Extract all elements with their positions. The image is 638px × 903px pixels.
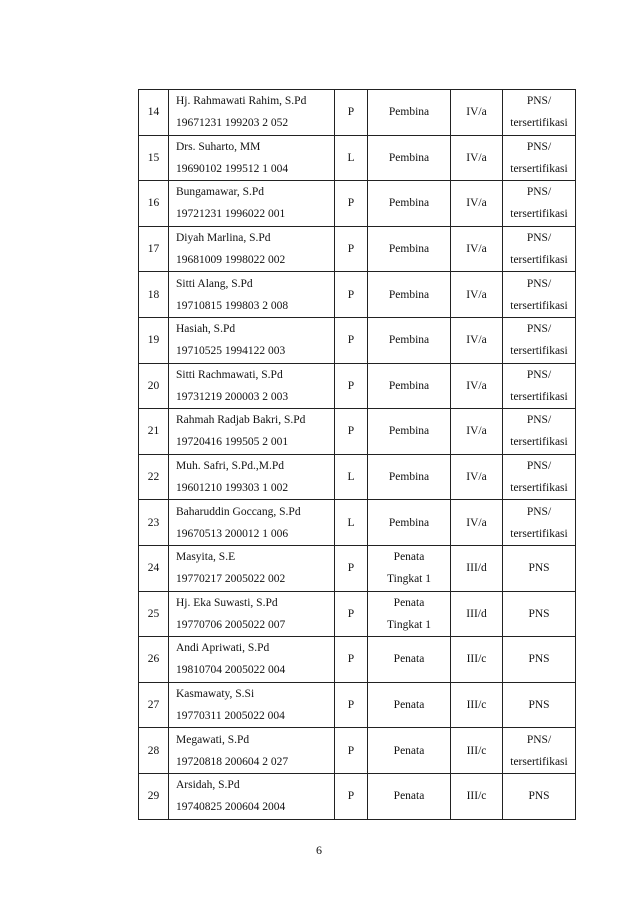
- employee-name: Hj. Eka Suwasti, S.Pd: [176, 596, 278, 609]
- employee-name: Baharuddin Goccang, S.Pd: [176, 505, 301, 518]
- employee-rank: Penata: [393, 790, 425, 803]
- name-nip-cell: [169, 363, 335, 409]
- employee-grade: IV/a: [466, 243, 487, 256]
- rank-cell: [368, 90, 451, 136]
- status-cell: [503, 272, 576, 318]
- row-number-cell: [139, 545, 169, 591]
- employee-nip: 19710525 1994122 003: [176, 345, 286, 358]
- employee-gender: P: [347, 288, 355, 301]
- employee-rank: Tingkat 1: [387, 573, 431, 586]
- gender-cell: [335, 500, 368, 546]
- rank-cell: [368, 500, 451, 546]
- gender-cell: [335, 135, 368, 181]
- employee-name: Sitti Rachmawati, S.Pd: [176, 368, 283, 381]
- employee-nip: 19731219 200003 2 003: [176, 390, 289, 403]
- rank-cell: [368, 409, 451, 455]
- employee-grade: IV/a: [466, 151, 487, 164]
- employee-nip: 19690102 199512 1 004: [176, 162, 289, 175]
- employee-rank: Pembina: [388, 197, 430, 210]
- employee-rank: Pembina: [388, 425, 430, 438]
- gender-cell: [335, 545, 368, 591]
- grade-cell: [451, 363, 503, 409]
- employee-name: Hj. Rahmawati Rahim, S.Pd: [176, 95, 307, 108]
- rank-cell: [368, 317, 451, 363]
- employee-status: tersertifikasi: [510, 117, 568, 130]
- table-row: [139, 454, 576, 500]
- name-nip-cell: [169, 272, 335, 318]
- name-nip-cell: [169, 637, 335, 683]
- grade-cell: [451, 135, 503, 181]
- employee-grade: III/c: [466, 744, 487, 757]
- table-row: [139, 545, 576, 591]
- name-nip-cell: [169, 90, 335, 136]
- employee-grade: IV/a: [466, 425, 487, 438]
- row-number: 24: [147, 562, 160, 575]
- status-cell: [503, 409, 576, 455]
- page-number: 6: [316, 843, 322, 857]
- table-row: [139, 728, 576, 774]
- name-nip-cell: [169, 682, 335, 728]
- employee-nip: 19770706 2005022 007: [176, 618, 286, 631]
- status-cell: [503, 500, 576, 546]
- status-cell: [503, 682, 576, 728]
- employee-name: Hasiah, S.Pd: [176, 323, 236, 336]
- grade-cell: [451, 317, 503, 363]
- row-number-cell: [139, 409, 169, 455]
- employee-status: PNS: [528, 562, 550, 575]
- row-number: 27: [147, 699, 160, 712]
- rank-cell: [368, 728, 451, 774]
- gender-cell: [335, 637, 368, 683]
- status-cell: [503, 637, 576, 683]
- row-number: 17: [147, 243, 160, 256]
- grade-cell: [451, 181, 503, 227]
- gender-cell: [335, 773, 368, 819]
- employee-nip: 19670513 200012 1 006: [176, 527, 289, 540]
- rank-cell: [368, 181, 451, 227]
- grade-cell: [451, 500, 503, 546]
- employee-status: PNS/: [526, 414, 552, 427]
- row-number: 21: [147, 425, 160, 438]
- employee-status: tersertifikasi: [510, 208, 568, 221]
- employee-status: tersertifikasi: [510, 527, 568, 540]
- employee-name: Arsidah, S.Pd: [176, 779, 240, 792]
- row-number-cell: [139, 637, 169, 683]
- employee-rank: Penata: [393, 653, 425, 666]
- employee-status: tersertifikasi: [510, 254, 568, 267]
- employee-grade: IV/a: [466, 471, 487, 484]
- row-number-cell: [139, 181, 169, 227]
- employee-grade: IV/a: [466, 334, 487, 347]
- employee-nip: 19681009 1998022 002: [176, 254, 286, 267]
- name-nip-cell: [169, 773, 335, 819]
- employee-rank: Penata: [393, 699, 425, 712]
- name-nip-cell: [169, 454, 335, 500]
- employee-name: Diyah Marlina, S.Pd: [176, 232, 271, 245]
- rank-cell: [368, 272, 451, 318]
- employee-gender: P: [347, 699, 355, 712]
- employee-gender: P: [347, 334, 355, 347]
- employee-grade: III/d: [466, 562, 487, 575]
- employee-nip: 19721231 1996022 001: [176, 208, 286, 221]
- employee-gender: P: [347, 106, 355, 119]
- grade-cell: [451, 272, 503, 318]
- employee-grade: III/c: [466, 653, 487, 666]
- row-number: 15: [147, 151, 160, 164]
- employee-name: Andi Apriwati, S.Pd: [176, 642, 270, 655]
- employee-rank: Pembina: [388, 243, 430, 256]
- gender-cell: [335, 363, 368, 409]
- grade-cell: [451, 728, 503, 774]
- employee-status: tersertifikasi: [510, 299, 568, 312]
- employee-grade: IV/a: [466, 288, 487, 301]
- staff-table: [138, 89, 576, 820]
- grade-cell: [451, 545, 503, 591]
- status-cell: [503, 591, 576, 637]
- employee-status: PNS/: [526, 140, 552, 153]
- employee-gender: P: [347, 243, 355, 256]
- employee-status: tersertifikasi: [510, 755, 568, 768]
- grade-cell: [451, 637, 503, 683]
- gender-cell: [335, 272, 368, 318]
- employee-rank: Pembina: [388, 288, 430, 301]
- table-row: [139, 135, 576, 181]
- row-number: 14: [147, 106, 160, 119]
- row-number: 20: [147, 379, 160, 392]
- employee-status: PNS: [528, 653, 550, 666]
- employee-gender: P: [347, 379, 355, 392]
- status-cell: [503, 545, 576, 591]
- employee-gender: P: [347, 562, 355, 575]
- rank-cell: [368, 682, 451, 728]
- rank-cell: [368, 545, 451, 591]
- rank-cell: [368, 226, 451, 272]
- employee-grade: IV/a: [466, 516, 487, 529]
- table-row: [139, 363, 576, 409]
- grade-cell: [451, 226, 503, 272]
- employee-name: Masyita, S.E: [176, 551, 236, 564]
- employee-status: tersertifikasi: [510, 345, 568, 358]
- gender-cell: [335, 226, 368, 272]
- employee-rank: Pembina: [388, 106, 430, 119]
- row-number: 19: [147, 334, 160, 347]
- gender-cell: [335, 317, 368, 363]
- row-number-cell: [139, 500, 169, 546]
- status-cell: [503, 454, 576, 500]
- employee-gender: P: [347, 653, 355, 666]
- name-nip-cell: [169, 545, 335, 591]
- name-nip-cell: [169, 728, 335, 774]
- employee-rank: Penata: [393, 744, 425, 757]
- employee-nip: 19770217 2005022 002: [176, 573, 286, 586]
- grade-cell: [451, 773, 503, 819]
- table-row: [139, 90, 576, 136]
- employee-name: Sitti Alang, S.Pd: [176, 277, 253, 290]
- row-number-cell: [139, 363, 169, 409]
- row-number: 25: [147, 607, 160, 620]
- employee-status: PNS/: [526, 232, 552, 245]
- row-number-cell: [139, 135, 169, 181]
- status-cell: [503, 773, 576, 819]
- gender-cell: [335, 409, 368, 455]
- rank-cell: [368, 773, 451, 819]
- table-row: [139, 500, 576, 546]
- rank-cell: [368, 363, 451, 409]
- employee-status: tersertifikasi: [510, 436, 568, 449]
- row-number-cell: [139, 773, 169, 819]
- employee-grade: III/c: [466, 699, 487, 712]
- gender-cell: [335, 728, 368, 774]
- employee-status: PNS/: [526, 368, 552, 381]
- employee-status: PNS/: [526, 323, 552, 336]
- employee-rank: Penata: [393, 596, 425, 609]
- employee-gender: P: [347, 197, 355, 210]
- employee-name: Bungamawar, S.Pd: [176, 186, 265, 199]
- employee-gender: P: [347, 425, 355, 438]
- employee-gender: P: [347, 744, 355, 757]
- employee-status: PNS/: [526, 186, 552, 199]
- table-row: [139, 773, 576, 819]
- employee-grade: III/d: [466, 607, 487, 620]
- row-number: 18: [147, 288, 160, 301]
- employee-status: PNS/: [526, 733, 552, 746]
- table-row: [139, 409, 576, 455]
- table-row: [139, 682, 576, 728]
- employee-status: PNS: [528, 699, 550, 712]
- name-nip-cell: [169, 409, 335, 455]
- gender-cell: [335, 454, 368, 500]
- row-number: 16: [147, 197, 160, 210]
- employee-grade: IV/a: [466, 106, 487, 119]
- table-row: [139, 637, 576, 683]
- row-number-cell: [139, 728, 169, 774]
- employee-gender: P: [347, 607, 355, 620]
- employee-status: tersertifikasi: [510, 390, 568, 403]
- status-cell: [503, 363, 576, 409]
- name-nip-cell: [169, 181, 335, 227]
- employee-gender: L: [347, 471, 355, 484]
- row-number: 29: [147, 790, 160, 803]
- status-cell: [503, 226, 576, 272]
- employee-rank: Pembina: [388, 516, 430, 529]
- employee-rank: Penata: [393, 551, 425, 564]
- name-nip-cell: [169, 317, 335, 363]
- gender-cell: [335, 90, 368, 136]
- name-nip-cell: [169, 591, 335, 637]
- employee-nip: 19720818 200604 2 027: [176, 755, 289, 768]
- grade-cell: [451, 90, 503, 136]
- table-row: [139, 591, 576, 637]
- row-number-cell: [139, 90, 169, 136]
- row-number-cell: [139, 226, 169, 272]
- employee-nip: 19720416 199505 2 001: [176, 436, 289, 449]
- name-nip-cell: [169, 226, 335, 272]
- employee-rank: Pembina: [388, 471, 430, 484]
- row-number-cell: [139, 272, 169, 318]
- table-row: [139, 272, 576, 318]
- staff-table-body: [139, 90, 576, 820]
- employee-grade: IV/a: [466, 379, 487, 392]
- rank-cell: [368, 637, 451, 683]
- row-number: 28: [147, 744, 160, 757]
- employee-status: tersertifikasi: [510, 482, 568, 495]
- employee-grade: III/c: [466, 790, 487, 803]
- status-cell: [503, 728, 576, 774]
- employee-name: Kasmawaty, S.Si: [176, 688, 255, 701]
- row-number: 22: [147, 471, 160, 484]
- table-row: [139, 317, 576, 363]
- employee-status: PNS: [528, 790, 550, 803]
- employee-name: Drs. Suharto, MM: [176, 140, 261, 153]
- employee-nip: 19770311 2005022 004: [176, 710, 285, 723]
- name-nip-cell: [169, 500, 335, 546]
- employee-nip: 19671231 199203 2 052: [176, 117, 289, 130]
- employee-gender: L: [347, 516, 355, 529]
- employee-status: PNS/: [526, 505, 552, 518]
- status-cell: [503, 135, 576, 181]
- status-cell: [503, 181, 576, 227]
- employee-name: Rahmah Radjab Bakri, S.Pd: [176, 414, 306, 427]
- table-row: [139, 181, 576, 227]
- status-cell: [503, 90, 576, 136]
- employee-grade: IV/a: [466, 197, 487, 210]
- employee-nip: 19710815 199803 2 008: [176, 299, 289, 312]
- employee-nip: 19810704 2005022 004: [176, 664, 286, 677]
- employee-name: Muh. Safri, S.Pd.,M.Pd: [176, 460, 284, 473]
- gender-cell: [335, 682, 368, 728]
- employee-status: PNS/: [526, 277, 552, 290]
- row-number-cell: [139, 454, 169, 500]
- employee-rank: Tingkat 1: [387, 618, 431, 631]
- gender-cell: [335, 591, 368, 637]
- employee-rank: Pembina: [388, 379, 430, 392]
- rank-cell: [368, 135, 451, 181]
- employee-rank: Pembina: [388, 151, 430, 164]
- grade-cell: [451, 682, 503, 728]
- table-row: [139, 226, 576, 272]
- employee-nip: 19740825 200604 2004: [176, 801, 286, 814]
- rank-cell: [368, 454, 451, 500]
- grade-cell: [451, 591, 503, 637]
- employee-status: tersertifikasi: [510, 162, 568, 175]
- employee-nip: 19601210 199303 1 002: [176, 482, 289, 495]
- employee-status: PNS: [528, 607, 550, 620]
- employee-gender: P: [347, 790, 355, 803]
- employee-status: PNS/: [526, 95, 552, 108]
- employee-rank: Pembina: [388, 334, 430, 347]
- employee-status: PNS/: [526, 460, 552, 473]
- rank-cell: [368, 591, 451, 637]
- employee-name: Megawati, S.Pd: [176, 733, 250, 746]
- gender-cell: [335, 181, 368, 227]
- row-number: 26: [147, 653, 160, 666]
- row-number-cell: [139, 591, 169, 637]
- grade-cell: [451, 454, 503, 500]
- employee-gender: L: [347, 151, 355, 164]
- status-cell: [503, 317, 576, 363]
- row-number: 23: [147, 516, 160, 529]
- row-number-cell: [139, 317, 169, 363]
- row-number-cell: [139, 682, 169, 728]
- grade-cell: [451, 409, 503, 455]
- name-nip-cell: [169, 135, 335, 181]
